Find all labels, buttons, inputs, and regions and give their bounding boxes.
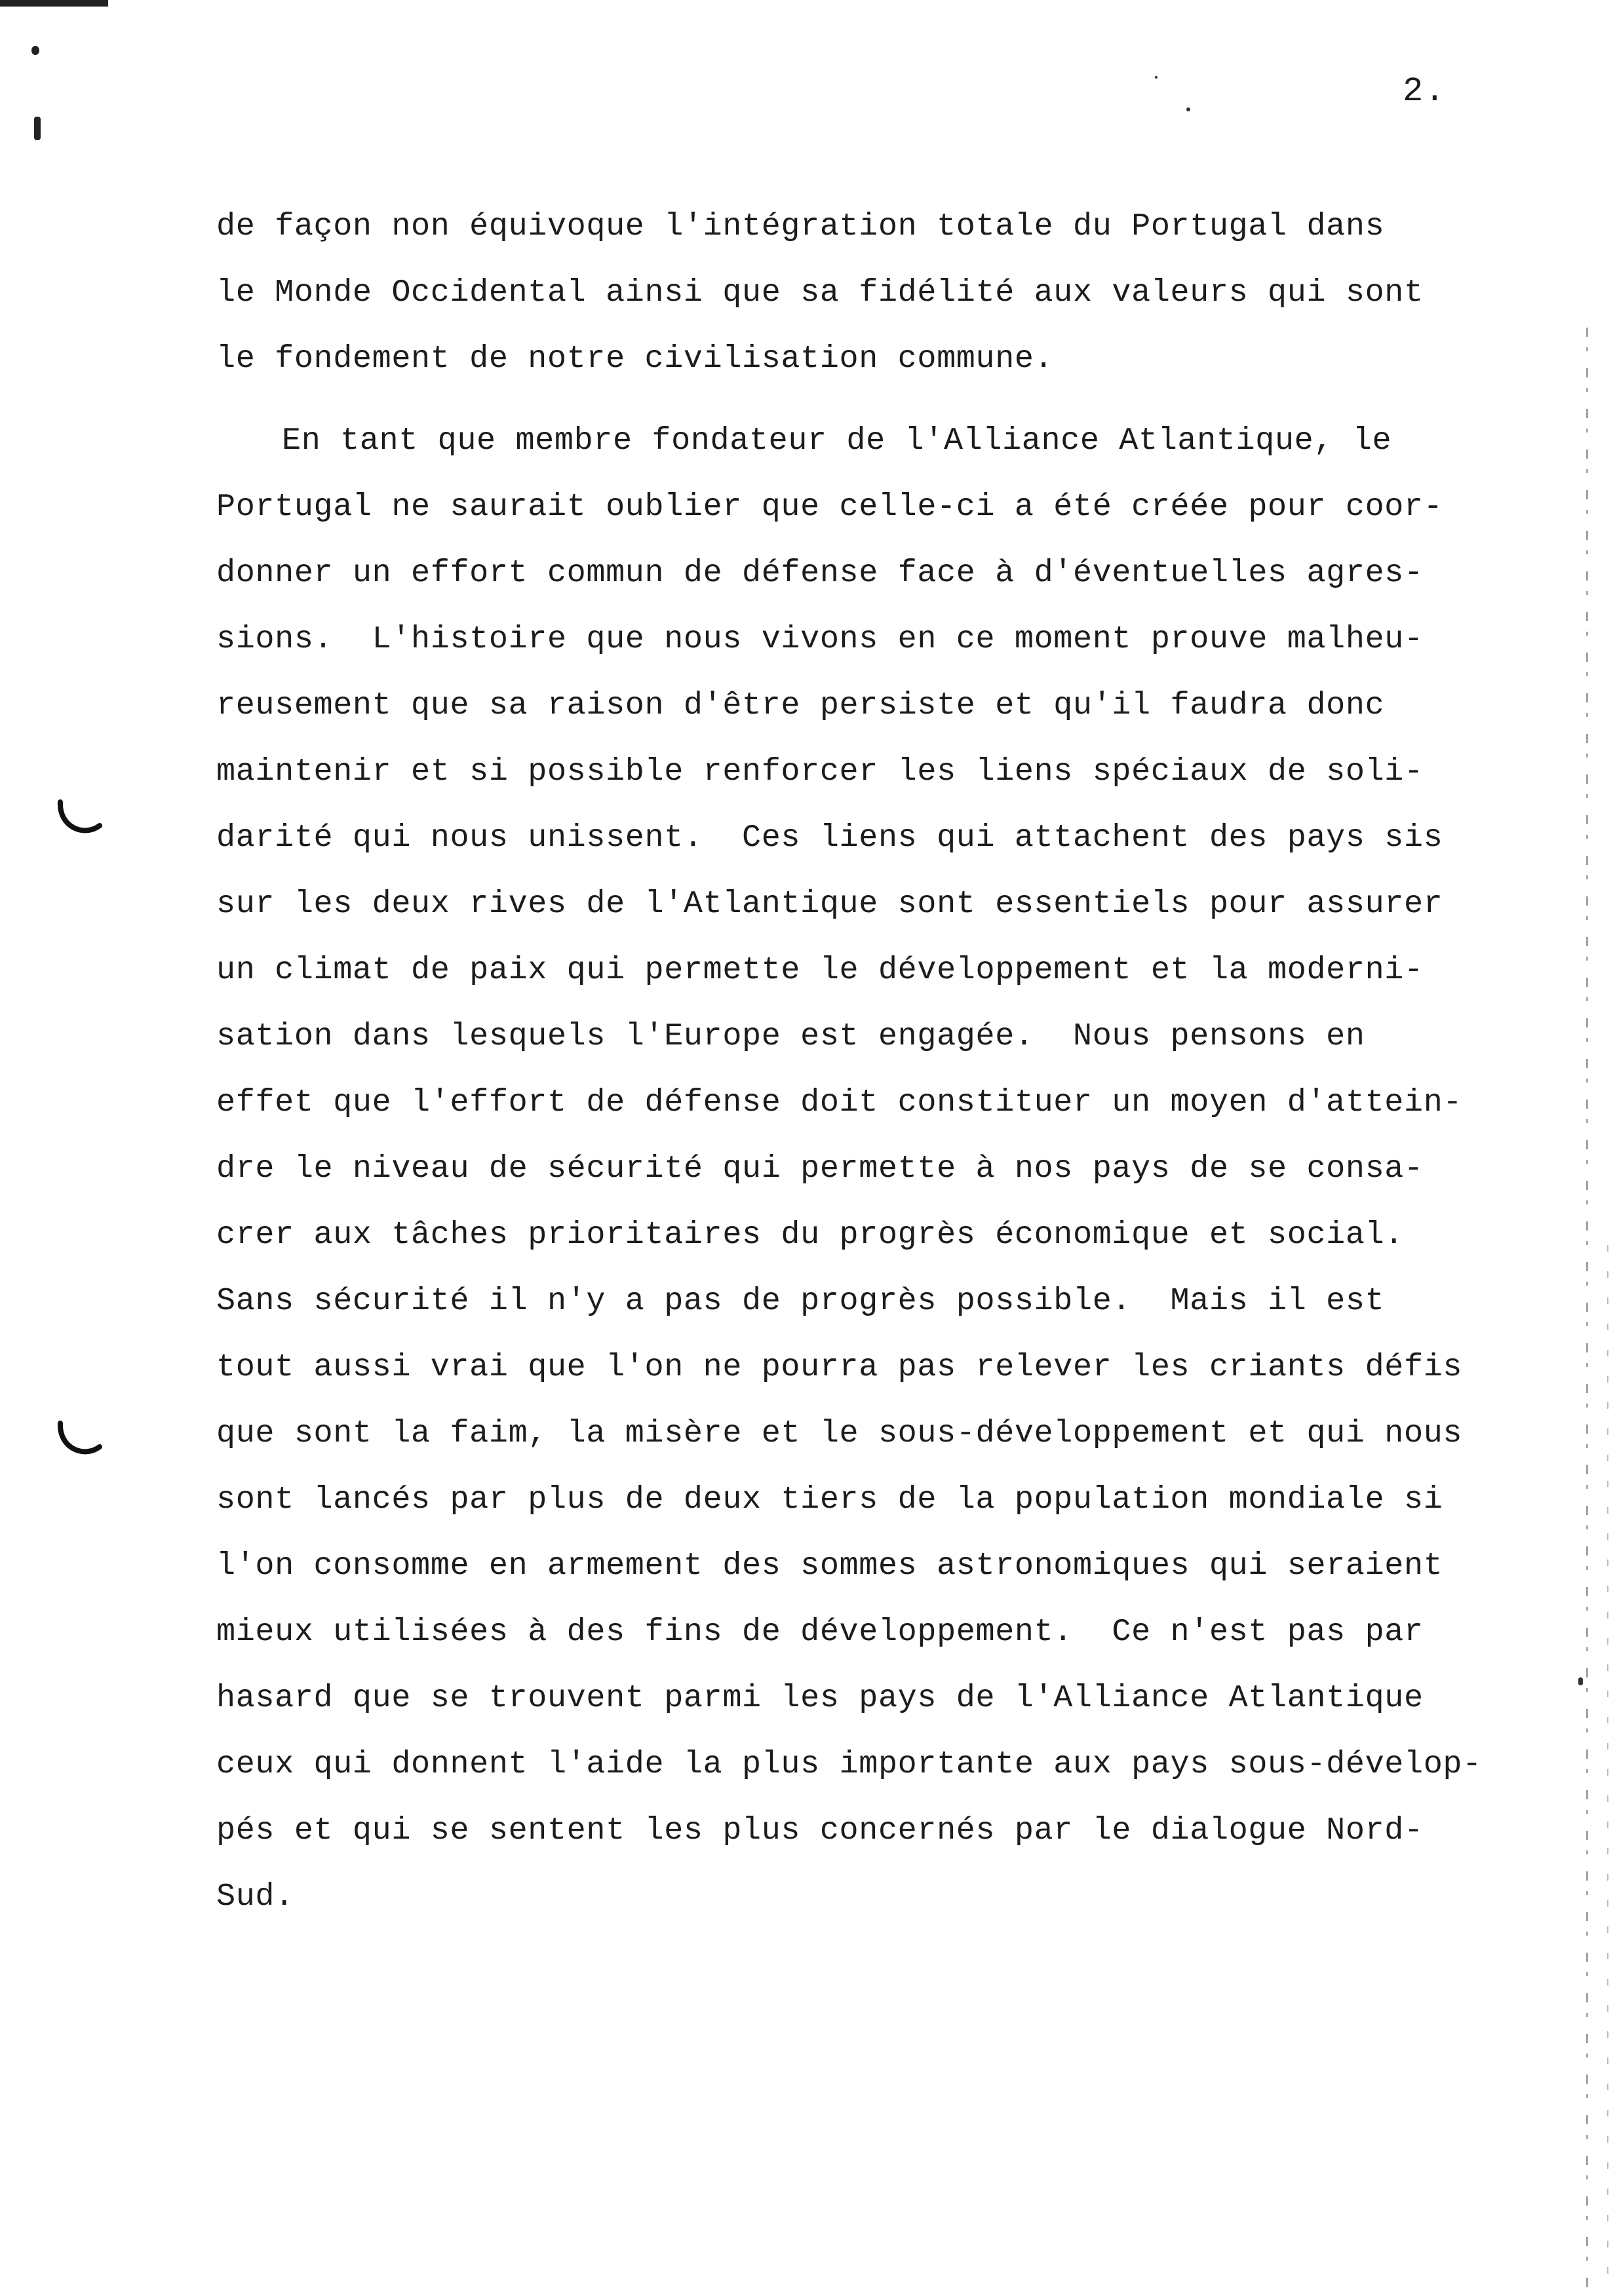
text-line: donner un effort commun de défense face à d'éventuelles agres- xyxy=(216,555,1424,591)
stray-mark xyxy=(1155,76,1158,79)
text-line: ceux qui donnent l'aide la plus importante aux pays sous-dévelop- xyxy=(216,1746,1482,1782)
text-line: maintenir et si possible renforcer les liens spéciaux de soli- xyxy=(216,754,1424,790)
text-line: dre le niveau de sécurité qui permette à nos pays de se consa- xyxy=(216,1151,1424,1187)
text-line: tout aussi vrai que l'on ne pourra pas relever les criants défis xyxy=(216,1349,1463,1385)
text-line: sation dans lesquels l'Europe est engagée. Nous pensons en xyxy=(216,1018,1365,1054)
text-line: mieux utilisées à des fins de développement. Ce n'est pas par xyxy=(216,1614,1424,1650)
text-line: le Monde Occidental ainsi que sa fidélité aux valeurs qui sont xyxy=(216,275,1424,311)
text-line: Sans sécurité il n'y a pas de progrès possible. Mais il est xyxy=(216,1283,1385,1319)
stray-mark xyxy=(1186,107,1190,111)
text-line: darité qui nous unissent. Ces liens qui attachent des pays sis xyxy=(216,820,1443,856)
page-number: 2. xyxy=(1403,72,1447,111)
text-line: de façon non équivoque l'intégration totale du Portugal dans xyxy=(216,208,1385,244)
text-line: reusement que sa raison d'être persiste et qu'il faudra donc xyxy=(216,687,1385,723)
text-line: sur les deux rives de l'Atlantique sont essentiels pour assurer xyxy=(216,886,1443,922)
text-line: un climat de paix qui permette le développement et la moderni- xyxy=(216,952,1424,988)
text-line: effet que l'effort de défense doit constituer un moyen d'attein- xyxy=(216,1084,1463,1120)
text-line: pés et qui se sentent les plus concernés par le dialogue Nord- xyxy=(216,1812,1424,1848)
margin-mark-lower xyxy=(34,117,41,140)
paragraph-first-line: En tant que membre fondateur de l'Alliance Atlantique, le xyxy=(282,423,1392,459)
text-line: que sont la faim, la misère et le sous-développement et qui nous xyxy=(216,1415,1463,1451)
text-line: Sud. xyxy=(216,1879,294,1915)
letter-body xyxy=(216,193,1566,1930)
right-margin-fold-line xyxy=(1586,328,1588,2287)
binder-hook-icon xyxy=(52,793,105,845)
text-line: sions. L'histoire que nous vivons en ce moment prouve malheu- xyxy=(216,621,1424,657)
text-line: sont lancés par plus de deux tiers de la population mondiale si xyxy=(216,1482,1443,1518)
right-edge-fold-line xyxy=(1607,1245,1608,2293)
text-line: hasard que se trouvent parmi les pays de l'Alliance Atlantique xyxy=(216,1680,1424,1716)
text-line: crer aux tâches prioritaires du progrès économique et social. xyxy=(216,1217,1404,1253)
text-line: l'on consomme en armement des sommes astronomiques qui seraient xyxy=(216,1548,1443,1584)
text-line: le fondement de notre civilisation commune. xyxy=(216,341,1054,377)
top-edge-rule xyxy=(0,0,108,7)
binder-hook-icon xyxy=(52,1414,105,1466)
margin-dot-upper xyxy=(31,46,39,55)
text-line: Portugal ne saurait oublier que celle-ci a été créée pour coor- xyxy=(216,489,1443,525)
stray-mark xyxy=(1578,1677,1583,1685)
